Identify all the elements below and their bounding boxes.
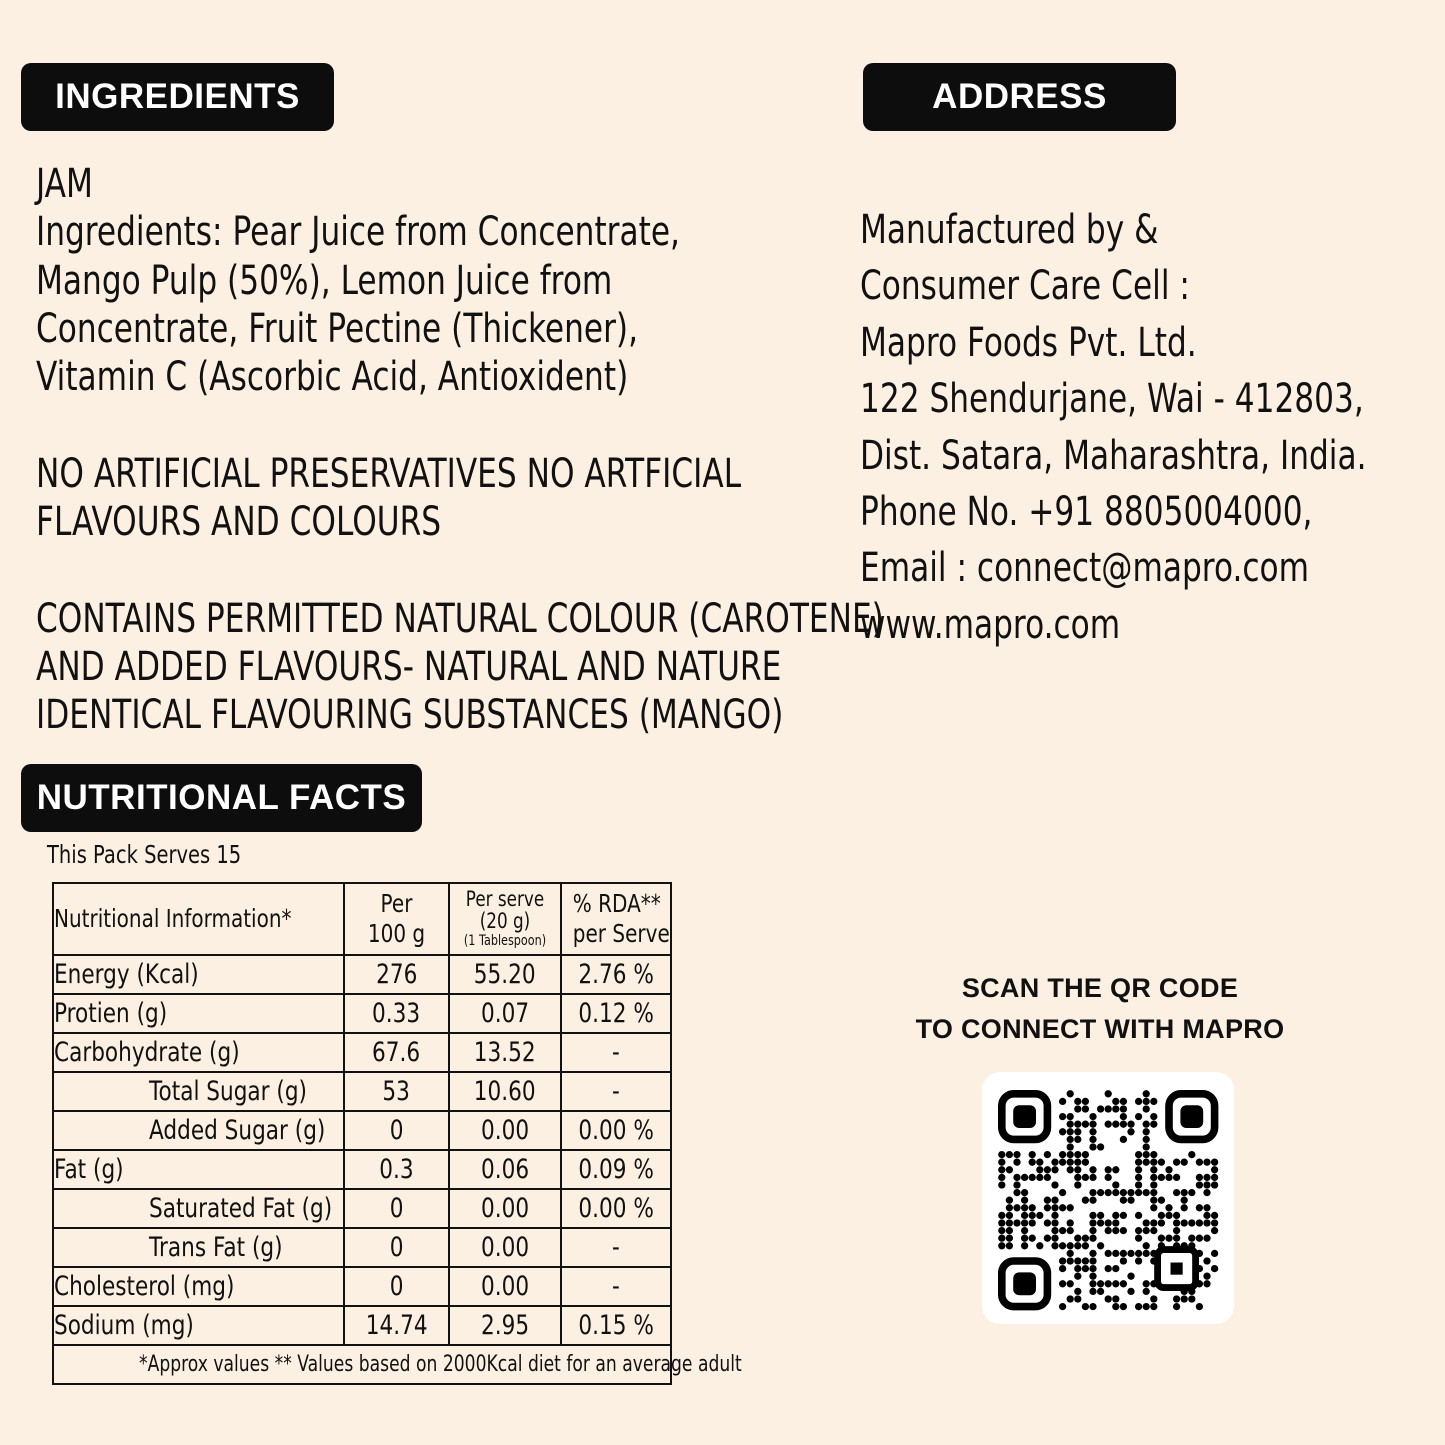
column-header-per-serve: Per serve (20 g) (1 Tablespoon): [449, 883, 561, 955]
value-per-serve: 2.95: [449, 1306, 561, 1345]
value-per-100g: 0: [344, 1228, 449, 1267]
qr-code[interactable]: [982, 1072, 1234, 1324]
value-rda: 0.12 %: [561, 994, 671, 1033]
value-per-serve: 0.07: [449, 994, 561, 1033]
product-name: JAM: [36, 161, 93, 207]
phone-number: Phone No. +91 8805004000,: [860, 489, 1313, 536]
table-row: [53, 1111, 671, 1150]
table-row: [53, 1267, 671, 1306]
table-row: [53, 1072, 671, 1111]
nutrient-name: Protien (g): [53, 994, 344, 1033]
column-header-per100: Per 100 g: [344, 883, 449, 955]
table-row: [53, 1033, 671, 1072]
value-per-serve: 10.60: [449, 1072, 561, 1111]
footnote: *Approx values ** Values based on 2000Kcal diet for an average adult: [53, 1345, 671, 1384]
serves-count: This Pack Serves 15: [47, 840, 242, 869]
table-row: [53, 955, 671, 994]
contains-line: CONTAINS PERMITTED NATURAL COLOUR (CAROTENE): [36, 595, 884, 642]
qr-code-icon: [982, 1072, 1234, 1324]
value-rda: -: [561, 1072, 671, 1111]
email-address: Email : connect@mapro.com: [860, 545, 1310, 592]
notice-line: NO ARTIFICIAL PRESERVATIVES NO ARTFICIAL: [36, 450, 742, 497]
value-per-serve: 0.00: [449, 1267, 561, 1306]
column-header-name: Nutritional Information*: [53, 883, 344, 955]
address-line: Manufactured by &: [860, 207, 1159, 253]
contains-line: IDENTICAL FLAVOURING SUBSTANCES (MANGO): [36, 692, 784, 739]
table-row: [53, 1189, 671, 1228]
ingredients-block: [36, 160, 884, 740]
value-per-100g: 0.33: [344, 994, 449, 1033]
table-header-row: [53, 883, 671, 955]
nutrient-name: Fat (g): [53, 1150, 344, 1189]
value-per-100g: 0: [344, 1111, 449, 1150]
value-per-serve: 0.06: [449, 1150, 561, 1189]
value-rda: -: [561, 1267, 671, 1306]
table-row: [53, 1306, 671, 1345]
ingredients-line: Ingredients: Pear Juice from Concentrate,: [36, 209, 680, 256]
table-row: [53, 1150, 671, 1189]
nutrient-name: Energy (Kcal): [53, 955, 344, 994]
value-rda: 0.15 %: [561, 1306, 671, 1345]
nutrient-name: Saturated Fat (g): [53, 1189, 344, 1228]
nutrient-name: Carbohydrate (g): [53, 1033, 344, 1072]
qr-caption-line2: TO CONNECT WITH MAPRO: [915, 1014, 1285, 1044]
value-per-serve: 0.00: [449, 1228, 561, 1267]
value-per-serve: 0.00: [449, 1111, 561, 1150]
website-url: www.mapro.com: [860, 601, 1121, 648]
value-per-100g: 0.3: [344, 1150, 449, 1189]
value-per-serve: 0.00: [449, 1189, 561, 1228]
ingredients-line: Concentrate, Fruit Pectine (Thickener),: [36, 305, 639, 352]
nutrient-name: Total Sugar (g): [53, 1072, 344, 1111]
value-per-serve: 55.20: [449, 955, 561, 994]
value-per-serve: 13.52: [449, 1033, 561, 1072]
value-per-100g: 0: [344, 1189, 449, 1228]
value-per-100g: 53: [344, 1072, 449, 1111]
table-row: [53, 1228, 671, 1267]
table-row: [53, 994, 671, 1033]
nutrient-name: Cholesterol (mg): [53, 1267, 344, 1306]
address-block: [860, 202, 1366, 653]
value-rda: 0.09 %: [561, 1150, 671, 1189]
address-line: Consumer Care Cell :: [860, 263, 1190, 310]
address-line: Mapro Foods Pvt. Ltd.: [860, 319, 1197, 366]
value-per-100g: 14.74: [344, 1306, 449, 1345]
column-header-rda: % RDA** per Serve: [561, 883, 671, 955]
address-header: ADDRESS: [863, 63, 1176, 131]
nutrient-name: Added Sugar (g): [53, 1111, 344, 1150]
nutrition-table: [52, 882, 742, 1385]
footnote-row: [53, 1345, 671, 1384]
nutrient-name: Trans Fat (g): [53, 1228, 344, 1267]
value-rda: 0.00 %: [561, 1111, 671, 1150]
ingredients-header: INGREDIENTS: [21, 63, 334, 131]
nutrition-header: NUTRITIONAL FACTS: [21, 764, 422, 832]
contains-line: AND ADDED FLAVOURS- NATURAL AND NATURE: [36, 643, 782, 690]
notice-line: FLAVOURS AND COLOURS: [36, 499, 442, 546]
value-rda: 2.76 %: [561, 955, 671, 994]
value-rda: -: [561, 1033, 671, 1072]
address-line: Dist. Satara, Maharashtra, India.: [860, 432, 1367, 479]
value-per-100g: 0: [344, 1267, 449, 1306]
value-rda: -: [561, 1228, 671, 1267]
value-rda: 0.00 %: [561, 1189, 671, 1228]
ingredients-line: Mango Pulp (50%), Lemon Juice from: [36, 257, 613, 304]
address-line: 122 Shendurjane, Wai - 412803,: [860, 376, 1364, 423]
value-per-100g: 276: [344, 955, 449, 994]
qr-caption-line1: SCAN THE QR CODE: [961, 973, 1239, 1003]
value-per-100g: 67.6: [344, 1033, 449, 1072]
ingredients-line: Vitamin C (Ascorbic Acid, Antioxident): [36, 354, 629, 401]
nutrient-name: Sodium (mg): [53, 1306, 344, 1345]
